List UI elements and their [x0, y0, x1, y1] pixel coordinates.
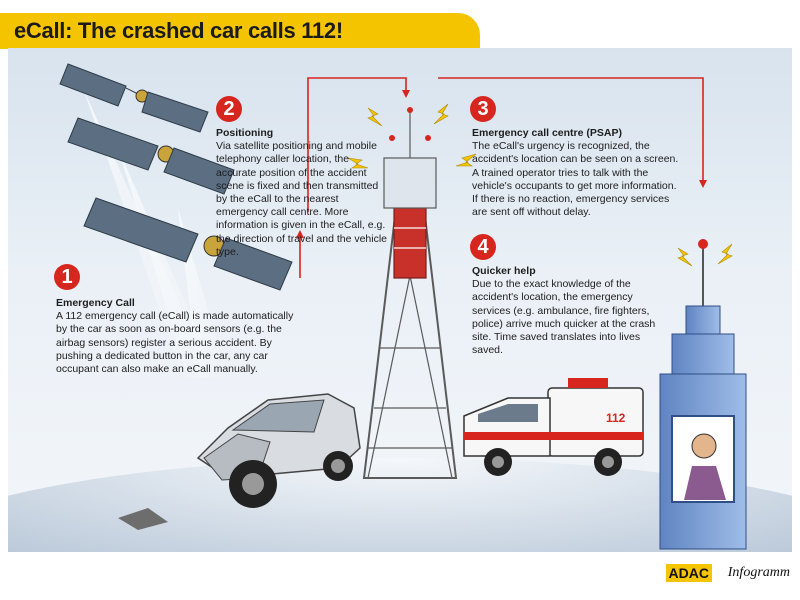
- step-1-text-block: [56, 297, 296, 376]
- arrow-head-3: [699, 180, 707, 188]
- psap-building: [660, 239, 746, 549]
- step-1-text: A 112 emergency call (eCall) is made automatically by the car as soon as on-board sensors (e.g. the airbag sensors) register a serious accident. By pushing a dedicated button in the car, any car occupant can also make an eCall manually.: [56, 310, 294, 376]
- step-2-heading: Positioning: [216, 127, 274, 139]
- page-title: eCall: The crashed car calls 112!: [14, 18, 343, 43]
- step-3-heading: Emergency call centre (PSAP): [472, 127, 622, 139]
- step-2-text-block: [216, 127, 392, 259]
- step-3-number: 3: [470, 96, 496, 122]
- brand-logo: ADAC: [666, 564, 712, 582]
- step-1-number: 1: [54, 264, 80, 290]
- arrow-head-1: [402, 90, 410, 98]
- step-4-text: Due to the exact knowledge of the accident's location, the emergency services (e.g. ambulance, fire fighters, police) arrive much quicker at the crash site. Time saved translates into lives saved.: [472, 278, 656, 357]
- step-4-text-block: [472, 265, 668, 357]
- step-4-number: 4: [470, 234, 496, 260]
- satellite-2: [68, 118, 234, 194]
- step-3-text-block: [472, 127, 682, 219]
- brand-name: Infogramm: [727, 565, 790, 580]
- step-1-heading: Emergency Call: [56, 297, 135, 309]
- ambulance-label: 112: [606, 411, 626, 425]
- step-2-text: Via satellite positioning and mobile telephony caller location, the accurate position of the accident scene is fixed and then transmitted by the eCall to the nearest emergency call centre. More information is given in the eCall, e.g. the direction of travel and the vehicle type.: [216, 140, 388, 258]
- step-4-heading: Quicker help: [472, 265, 536, 277]
- step-2-number: 2: [216, 96, 242, 122]
- ambulance: [464, 378, 643, 476]
- step-3-text: The eCall's urgency is recognized, the accident's location can be seen on a screen. A trained operator tries to talk with the vehicle's occupants to get more information. If there is no reaction, emergency services are sent off without delay.: [472, 140, 679, 219]
